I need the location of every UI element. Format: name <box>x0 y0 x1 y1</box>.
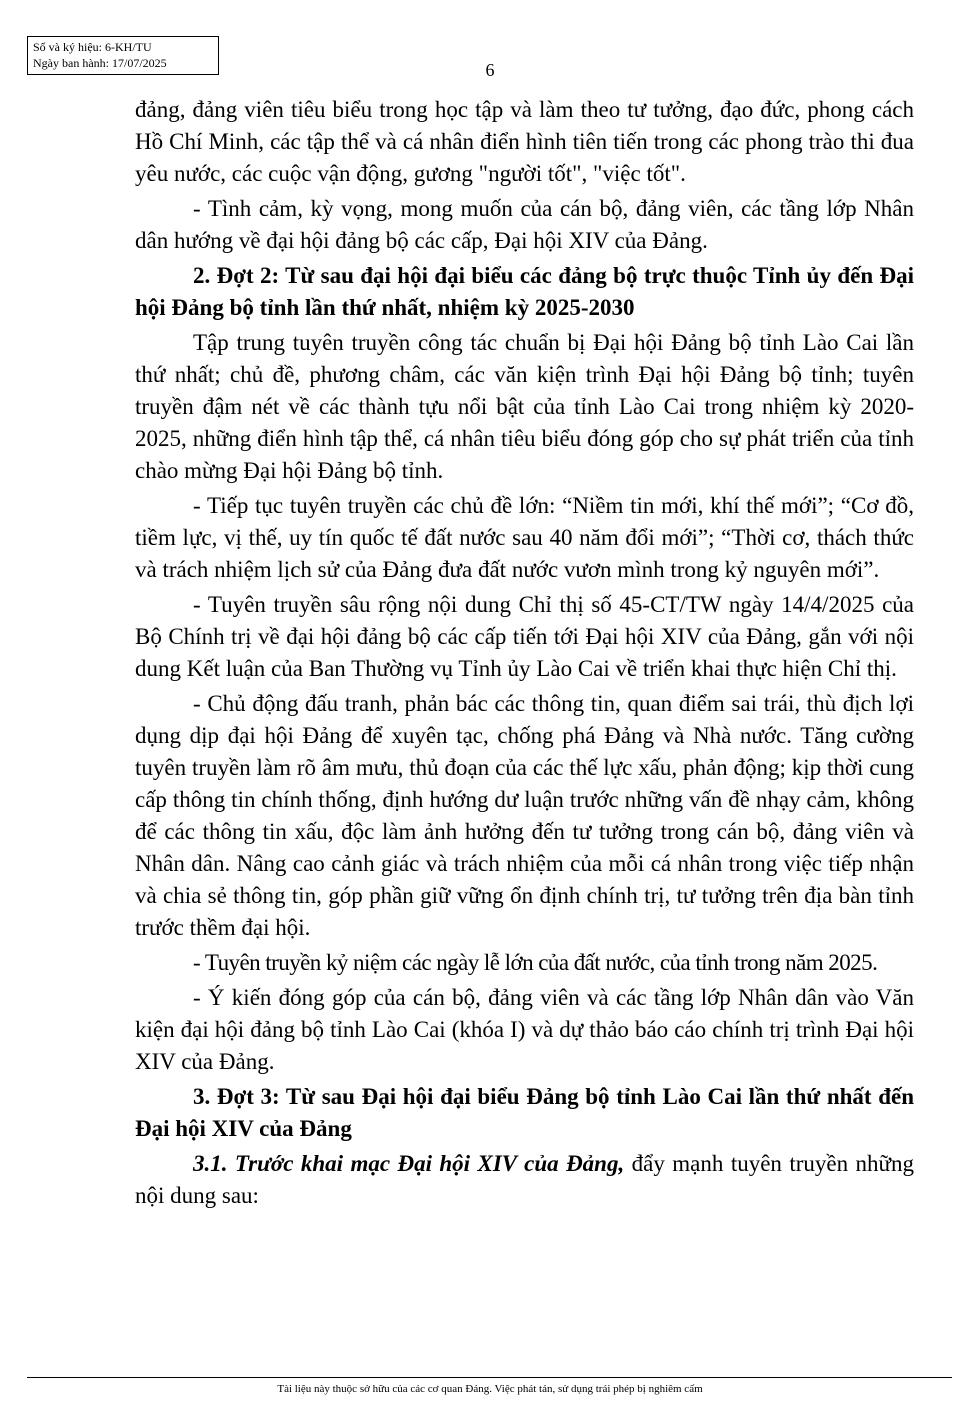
paragraph: - Chủ động đấu tranh, phản bác các thông tin, quan điểm sai trái, thù địch lợi dụng dịp đại hội Đảng để xuyên tạc, chống phá Đảng và Nhà nước. Tăng cường tuyên truyền làm rõ âm mưu, thủ đoạn của các thế lực xấu, phản động; kịp thời cung cấp thông tin chính thống, định hướng dư luận trước những vấn đề nhạy cảm, không để các thông tin xấu, độc làm ảnh hưởng đến tư tưởng trong cán bộ, đảng viên và Nhân dân. Nâng cao cảnh giác và trách nhiệm của mỗi cá nhân trong việc tiếp nhận và chia sẻ thông tin, góp phần giữ vững ổn định chính trị, tư tưởng trên địa bàn tỉnh trước thềm đại hội. <box>135 691 914 940</box>
subsection-text: đẩy mạnh tuyên truyền những nội dung sau: <box>135 1151 914 1208</box>
paragraph-subsection <box>135 1148 914 1212</box>
section-heading-phase-2: 2. Đợt 2: Từ sau đại hội đại biểu các đảng bộ trực thuộc Tỉnh ủy đến Đại hội Đảng bộ tỉnh lần thứ nhất, nhiệm kỳ 2025-2030 <box>135 263 914 320</box>
paragraph: - Tình cảm, kỳ vọng, mong muốn của cán bộ, đảng viên, các tầng lớp Nhân dân hướng về đại hội đảng bộ các cấp, Đại hội XIV của Đảng. <box>135 196 914 253</box>
paragraph: - Ý kiến đóng góp của cán bộ, đảng viên và các tầng lớp Nhân dân vào Văn kiện đại hội đảng bộ tỉnh Lào Cai (khóa I) và dự thảo báo cáo chính trị trình Đại hội XIV của Đảng. <box>135 985 914 1074</box>
section-heading-phase-3: 3. Đợt 3: Từ sau Đại hội đại biểu Đảng bộ tỉnh Lào Cai lần thứ nhất đến Đại hội XIV của Đảng <box>135 1084 914 1141</box>
document-number: Số và ký hiệu: 6-KH/TU <box>33 40 152 54</box>
paragraph: - Tiếp tục tuyên truyền các chủ đề lớn: “Niềm tin mới, khí thế mới”; “Cơ đồ, tiềm lực, vị thế, uy tín quốc tế đất nước sau 40 năm đổi mới”; “Thời cơ, thách thức và trách nhiệm lịch sử của Đảng đưa đất nước vươn mình trong kỷ nguyên mới”. <box>135 493 914 582</box>
paragraph: - Tuyên truyền sâu rộng nội dung Chỉ thị số 45-CT/TW ngày 14/4/2025 của Bộ Chính trị về đại hội đảng bộ các cấp tiến tới Đại hội XIV của Đảng, gắn với nội dung Kết luận của Ban Thường vụ Tỉnh ủy Lào Cai về triển khai thực hiện Chỉ thị. <box>135 592 914 681</box>
paragraph-continuation: đảng, đảng viên tiêu biểu trong học tập và làm theo tư tưởng, đạo đức, phong cách Hồ Chí Minh, các tập thể và cá nhân điển hình tiên tiến trong các phong trào thi đua yêu nước, các cuộc vận động, gương "người tốt", "việc tốt". <box>135 97 914 186</box>
issue-date: Ngày ban hành: 17/07/2025 <box>33 56 167 70</box>
page-number: 6 <box>485 60 495 80</box>
paragraph: - Tuyên truyền kỷ niệm các ngày lễ lớn của đất nước, của tỉnh trong năm 2025. <box>193 950 878 975</box>
document-body <box>135 94 914 1215</box>
footer-notice: Tài liệu này thuộc sở hữu của các cơ quan Đảng. Việc phát tán, sử dụng trái phép bị nghiêm cấm <box>277 1383 703 1395</box>
footer-divider <box>27 1377 952 1378</box>
subsection-title: 3.1. Trước khai mạc Đại hội XIV của Đảng, <box>193 1151 625 1176</box>
paragraph: Tập trung tuyên truyền công tác chuẩn bị Đại hội Đảng bộ tỉnh Lào Cai lần thứ nhất; chủ đề, phương châm, các văn kiện trình Đại hội Đảng bộ tỉnh; tuyên truyền đậm nét về các thành tựu nổi bật của tỉnh Lào Cai trong nhiệm kỳ 2020-2025, những điển hình tập thể, cá nhân tiêu biểu đóng góp cho sự phát triển của tỉnh chào mừng Đại hội Đảng bộ tỉnh. <box>135 330 914 483</box>
